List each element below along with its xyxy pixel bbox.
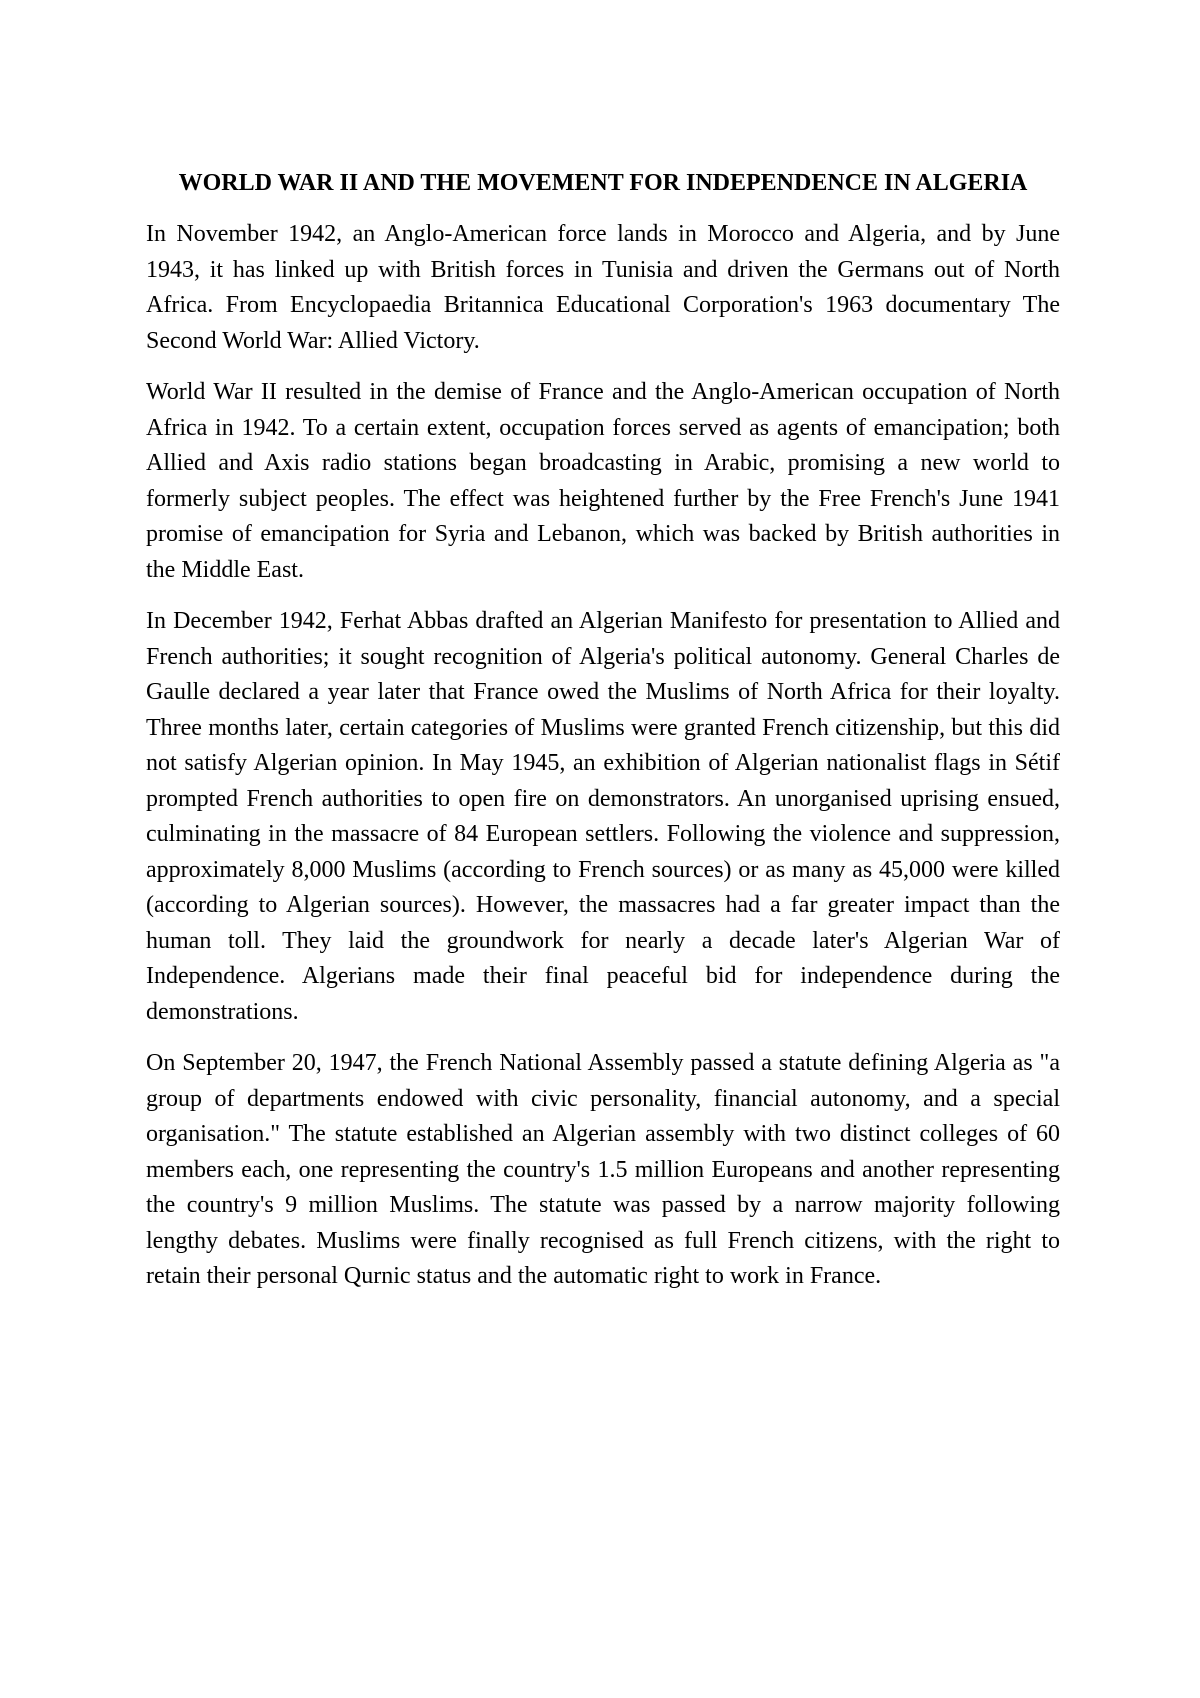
paragraph-1947-statute: On September 20, 1947, the French National Assembly passed a statute defining Algeria as "a group of departments endowed with civic personality, financial autonomy, and a special organisation." The statute established an Algerian assembly with two distinct colleges of 60 members each, one representing the country's 1.5 million Europeans and another representing the country's 9 million Muslims. The statute was passed by a narrow majority following lengthy debates. Muslims were finally recognised as full French citizens, with the right to retain their personal Qurnic status and the automatic right to work in France. — [146, 1050, 1060, 1289]
paragraph-wwii-emancipation: World War II resulted in the demise of France and the Anglo-American occupation of North Africa in 1942. To a certain extent, occupation forces served as agents of emancipation; both Allied and Axis radio stations began broadcasting in Arabic, promising a new world to formerly subject peoples. The effect was heightened further by the Free French's June 1941 promise of emancipation for Syria and Lebanon, which was backed by British authorities in the Middle East. — [146, 379, 1060, 583]
paragraph-allied-landing: In November 1942, an Anglo-American force lands in Morocco and Algeria, and by June 1943, it has linked up with British forces in Tunisia and driven the Germans out of North Africa. From Encyclopaedia Britannica Educational Corporation's 1963 documentary The Second World War: Allied Victory. — [146, 221, 1060, 354]
paragraph-algerian-manifesto: In December 1942, Ferhat Abbas drafted an Algerian Manifesto for presentation to Allied and French authorities; it sought recognition of Algeria's political autonomy. General Charles de Gaulle declared a year later that France owed the Muslims of North Africa for their loyalty. Three months later, certain categories of Muslims were granted French citizenship, but this did not satisfy Algerian opinion. In May 1945, an exhibition of Algerian nationalist flags in Sétif prompted French authorities to open fire on demonstrators. An unorganised uprising ensued, culminating in the massacre of 84 European settlers. Following the violence and suppression, approximately 8,000 Muslims (according to French sources) or as many as 45,000 were killed (according to Algerian sources). However, the massacres had a far greater impact than the human toll. They laid the groundwork for nearly a decade later's Algerian War of Independence. Algerians made their final peaceful bid for independence during the demonstrations. — [146, 608, 1060, 1025]
document-title: WORLD WAR II AND THE MOVEMENT FOR INDEPENDENCE IN ALGERIA — [178, 170, 1028, 196]
document-body — [146, 165, 1060, 1311]
